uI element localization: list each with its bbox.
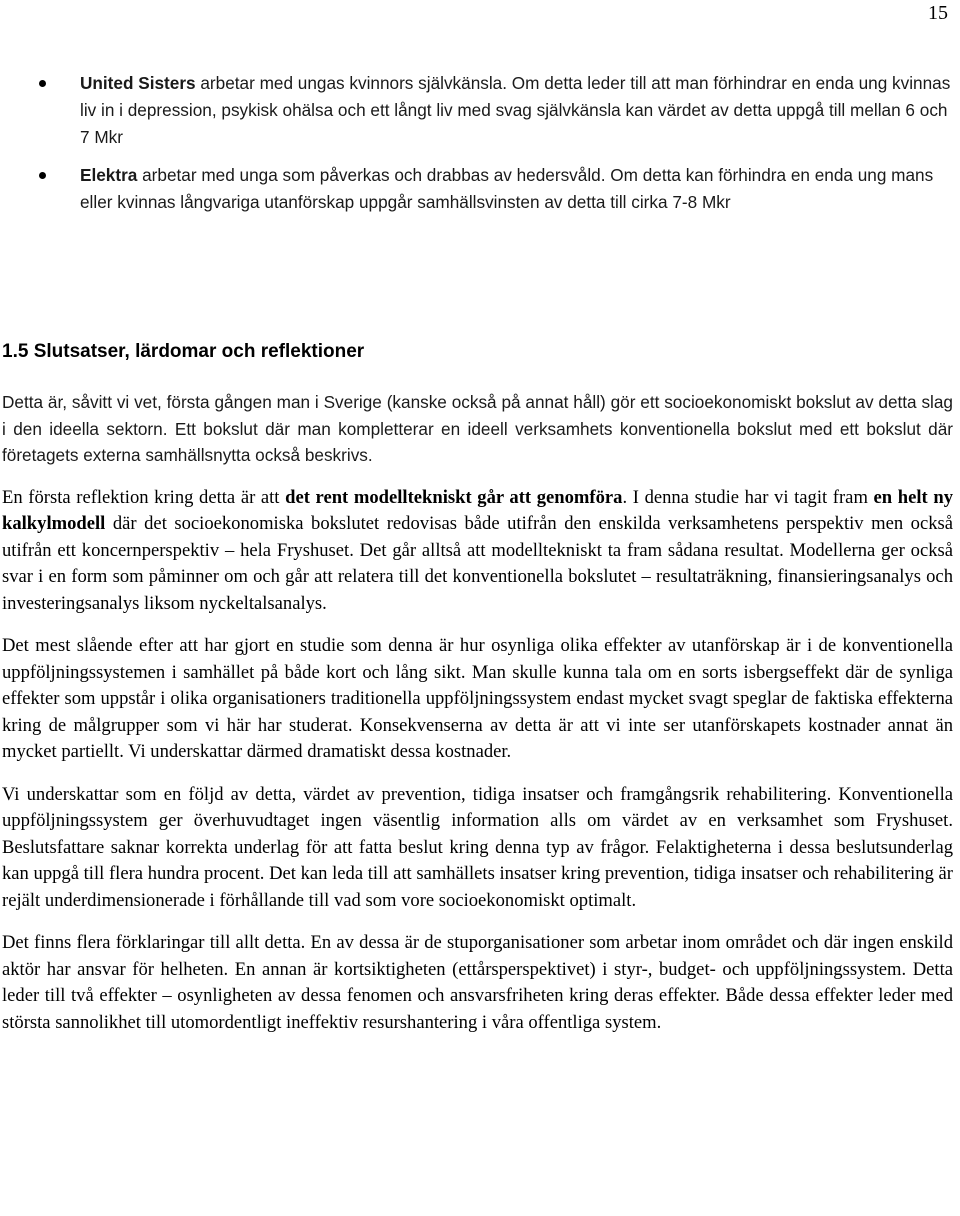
bullet-item-elektra [0,162,960,216]
paragraph-2-emphasis-a: det rent modelltekniskt går att genomföra [285,486,623,508]
bullet-item-united-sisters [0,70,960,151]
bullet-list [0,70,960,216]
body-text [2,389,953,1052]
bullet-text: arbetar med ungas kvinnors självkänsla. Om detta leder till att man förhindrar en enda ung kvinnas liv in i depression, psykisk ohälsa och ett långt liv med svag självkänsla kan värdet av detta uppgå till mellan 6 och 7 Mkr [80,73,951,147]
paragraph-1: Detta är, såvitt vi vet, första gången man i Sverige (kanske också på annat håll) gör ett socioekonomiskt bokslut av detta slag i den ideella sektorn. Ett bokslut där man kompletterar en ideell verksamhets konventionella bokslut med ett bokslut där företagets externa samhällsnytta också beskrivs. [2,392,953,465]
bullet-icon [39,172,46,179]
section-heading: 1.5 Slutsatser, lärdomar och reflektioner [2,341,365,362]
page-number: 15 [928,2,948,24]
bullet-icon [39,80,46,87]
paragraph-2-text-c: där det socioekonomiska bokslutet redovisas både utifrån den enskilda verksamhetens perspektiv men också utifrån ett koncernperspektiv – hela Fryshuset. Det går alltså att modelltekniskt ta fram sådana resultat. Modellerna ger också svar i en form som påminner om och går att relatera till det konventionella bokslutet – resultaträkning, finansieringsanalys och investeringsanalys liksom nyckeltalsanalys. [2,513,953,614]
bullet-text: arbetar med unga som påverkas och drabbas av hedersvåld. Om detta kan förhindra en enda ung mans eller kvinnas långvariga utanförskap uppgår samhällsvinsten av detta till cirka 7-8 Mkr [80,165,934,212]
paragraph-2-text-a: En första reflektion kring detta är att [2,486,286,508]
organization-name: United Sisters [80,73,196,93]
paragraph-5: Det finns flera förklaringar till allt detta. En av dessa är de stuporganisationer som arbetar inom området och där ingen enskild aktör har ansvar för helheten. En annan är kortsiktigheten (ettårsperspektivet) i styr-, budget- och uppföljningssystem. Detta leder till två effekter – osynligheten av dessa fenomen och ansvarsfriheten kring deras effekter. Både dessa effekter leder med största sannolikhet till utomordentligt ineffektiv resurshantering i våra offentliga system. [2,932,953,1033]
paragraph-3: Det mest slående efter att har gjort en studie som denna är hur osynliga olika effekter av utanförskap är i de konventionella uppföljningssystemen i samhället på både kort och lång sikt. Man skulle kunna tala om en sorts isbergseffekt där de synliga effekter som uppstår i olika organisationers traditionella uppföljningssystem endast mycket svagt speglar de faktiska effekterna kring de målgrupper som vi här har studerat. Konsekvenserna av detta är att vi inte ser utanförskapets kostnader annat än mycket partiellt. Vi underskattar därmed dramatiskt dessa kostnader. [2,635,953,762]
paragraph-2-text-b: . I denna studie har vi tagit fram [622,486,874,508]
paragraph-4: Vi underskattar som en följd av detta, värdet av prevention, tidiga insatser och framgångsrik rehabilitering. Konventionella uppföljningssystem ger överhuvudtaget ingen väsentlig information alls om värdet av en verksamhet som Fryshuset. Beslutsfattare saknar korrekta underlag för att fatta beslut kring denna typ av frågor. Felaktigheterna i dessa beslutsunderlag kan uppgå till flera hundra procent. Det kan leda till att samhällets insatser kring prevention, tidiga insatser och rehabilitering är rejält underdimensionerade i förhållande till vad som vore socioekonomiskt optimalt. [2,783,953,911]
paragraph-2 [2,485,953,618]
paragraph-2-emphasis-b: en helt ny kalkylmodell [2,486,953,534]
organization-name: Elektra [80,165,138,185]
